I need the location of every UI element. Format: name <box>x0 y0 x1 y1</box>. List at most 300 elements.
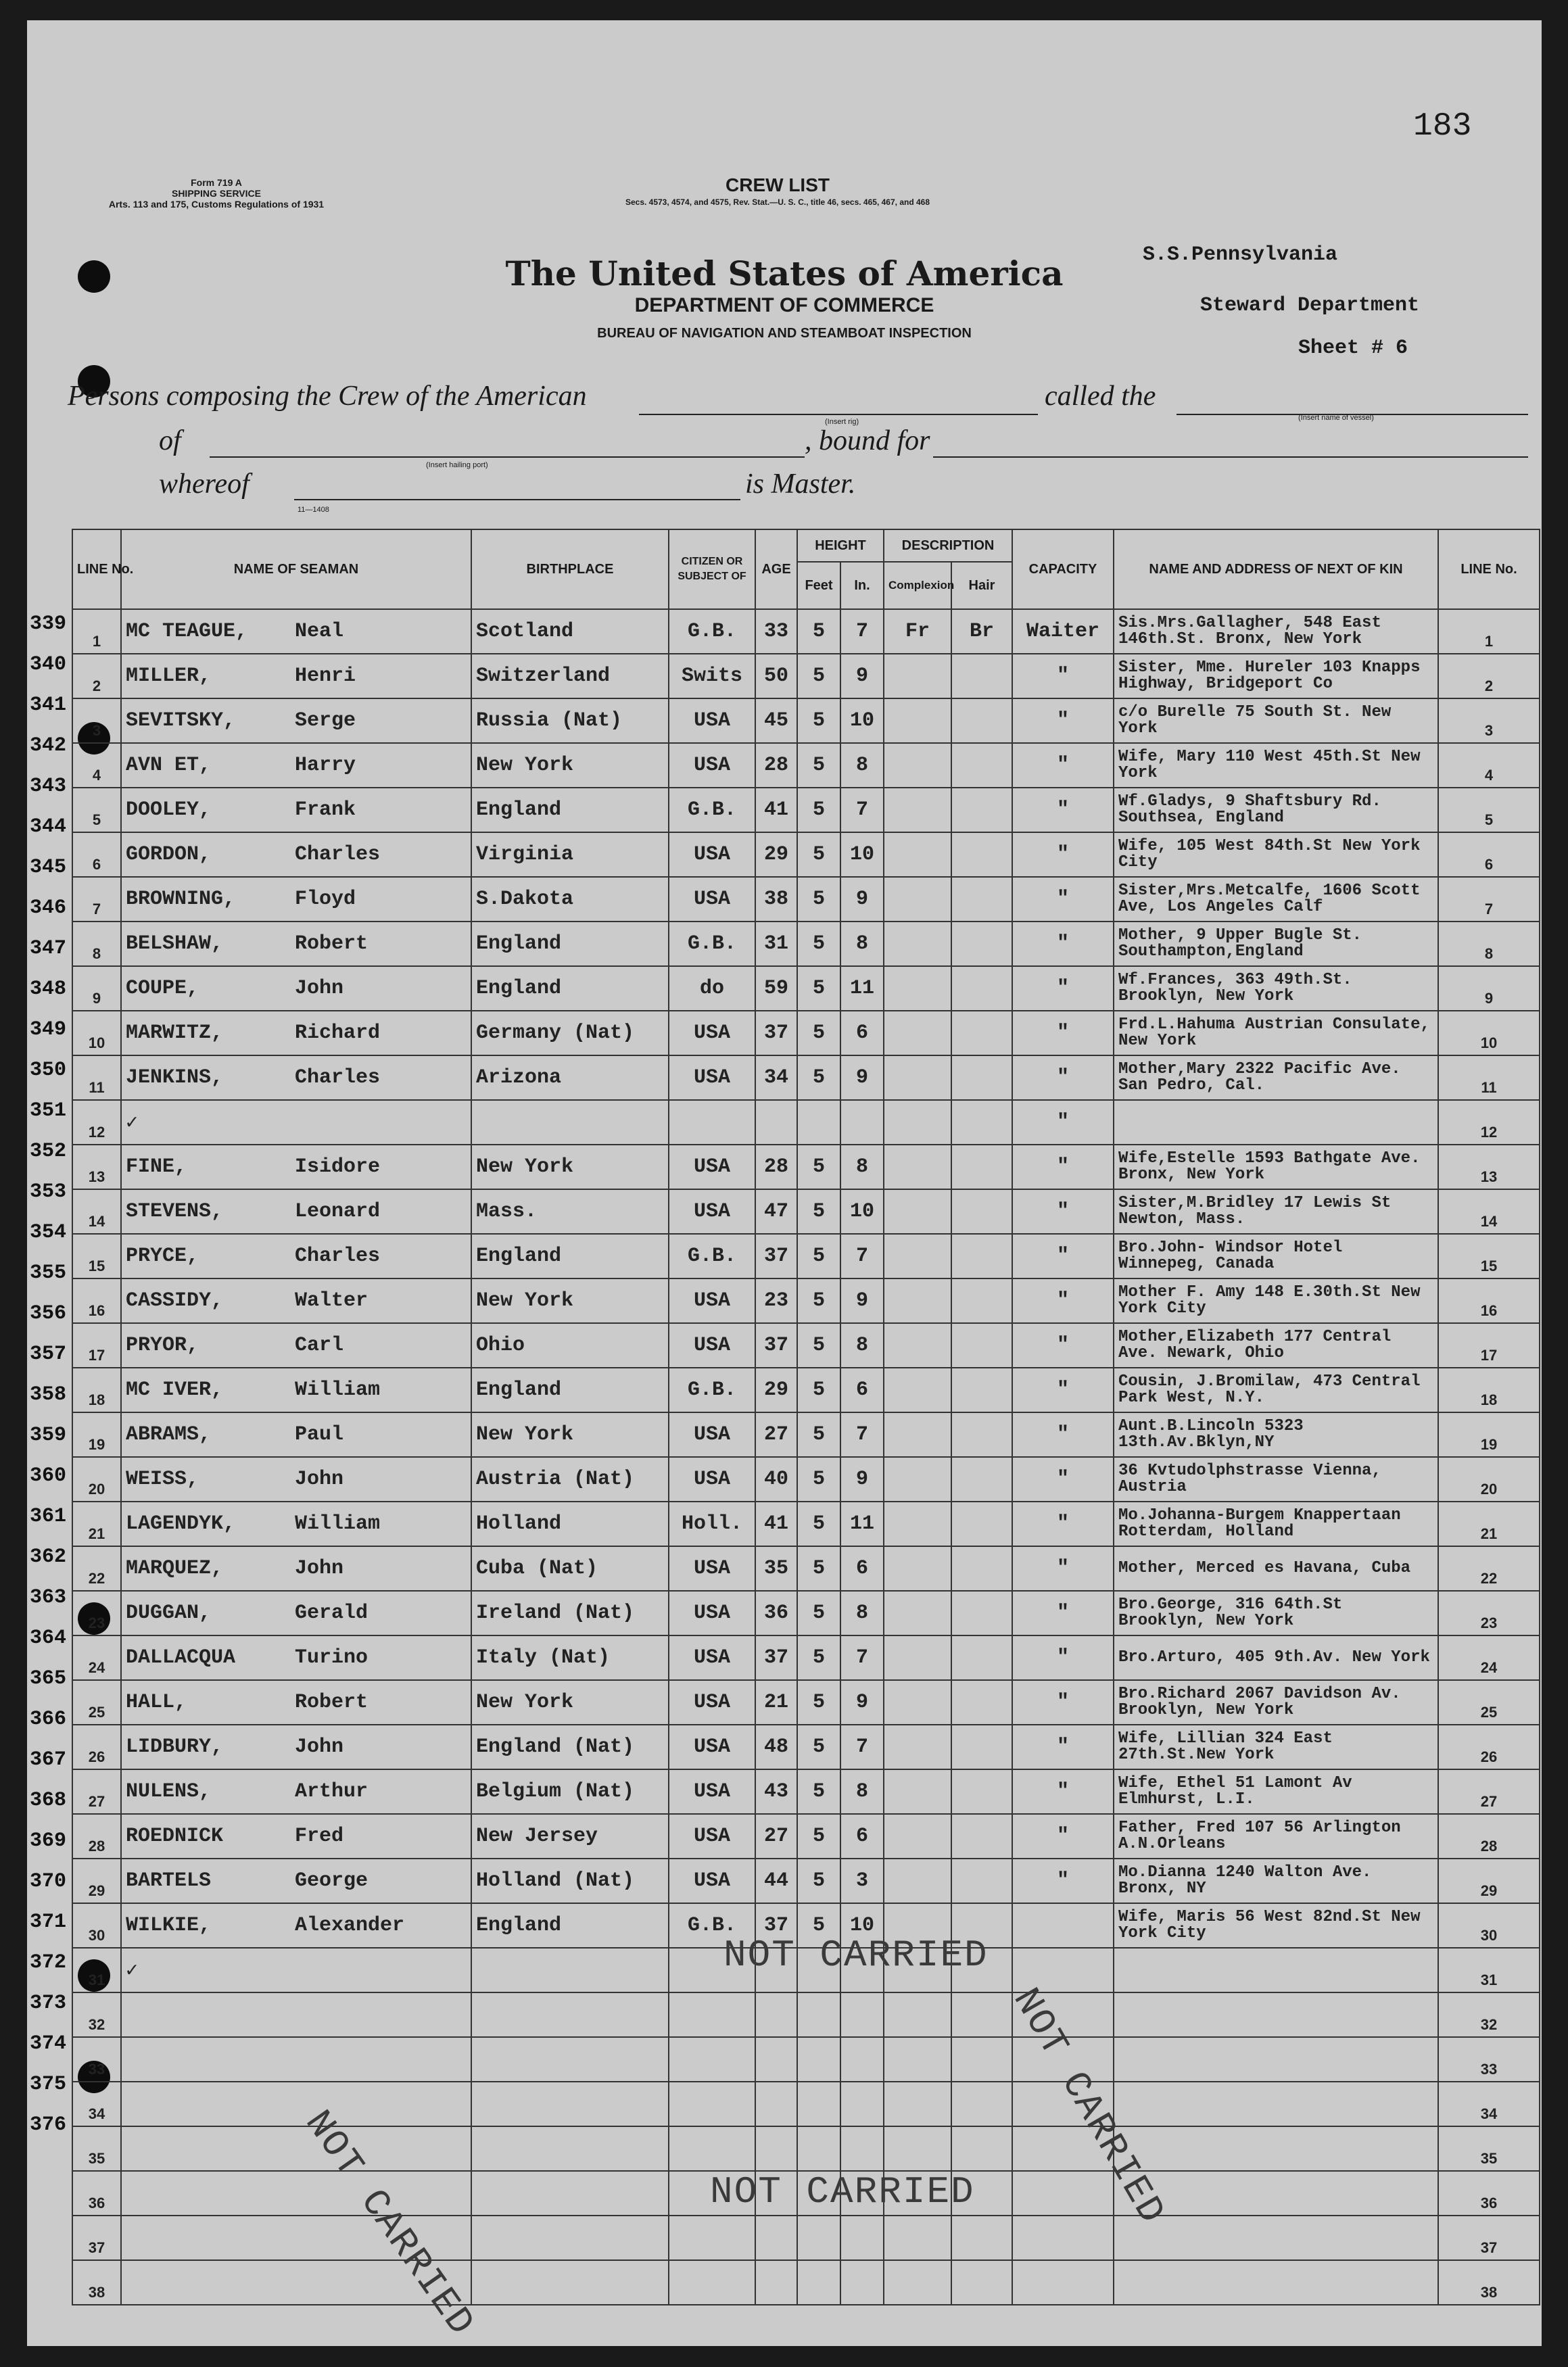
citizen-cell: USA <box>669 1457 755 1502</box>
seaman-given-name: Richard <box>295 1022 381 1045</box>
age-cell: 37 <box>755 1323 797 1368</box>
age-cell <box>755 2037 797 2082</box>
complexion-cell <box>884 1591 951 1635</box>
line-no-cell: 19 <box>72 1412 121 1457</box>
form-number: Form 719 A <box>191 177 242 188</box>
seaman-given-name: Robert <box>295 932 369 955</box>
inches-cell: 7 <box>840 609 884 654</box>
seaman-surname: BARTELS <box>126 1869 212 1892</box>
line-no-right-cell: 18 <box>1438 1368 1540 1412</box>
line-no-cell: 16 <box>72 1278 121 1323</box>
persons-label: Persons composing the Crew of the American <box>68 381 587 412</box>
line-no-cell: 37 <box>72 2216 121 2260</box>
inches-cell: 6 <box>840 1814 884 1859</box>
feet-cell <box>797 2082 840 2126</box>
seaman-given-name: Isidore <box>295 1155 381 1178</box>
citizen-cell: USA <box>669 1591 755 1635</box>
capacity-cell: " <box>1012 1680 1114 1725</box>
birthplace-cell: Italy (Nat) <box>471 1635 669 1680</box>
name-cell <box>121 1680 471 1725</box>
complexion-cell <box>884 2216 951 2260</box>
inches-cell: 8 <box>840 743 884 788</box>
col-description: DESCRIPTION <box>884 529 1012 562</box>
kin-cell: Wife, 105 West 84th.St New York City <box>1114 832 1438 877</box>
ledger-number: 348 <box>30 978 67 1001</box>
birthplace-cell <box>471 2171 669 2216</box>
line-no-cell: 30 <box>72 1903 121 1948</box>
vessel-name: S.S.Pennsylvania <box>1143 243 1338 266</box>
seaman-surname: ✓ <box>126 1959 139 1983</box>
of-label: of <box>159 425 181 456</box>
hair-cell <box>951 1814 1012 1859</box>
age-cell: 27 <box>755 1412 797 1457</box>
line-no-right-cell: 32 <box>1438 1992 1540 2037</box>
feet-cell: 5 <box>797 1055 840 1100</box>
kin-cell: Wf.Frances, 363 49th.St. Brooklyn, New York <box>1114 966 1438 1011</box>
capacity-cell <box>1012 1903 1114 1948</box>
citizen-cell: USA <box>669 1412 755 1457</box>
line-no-cell: 3 <box>72 698 121 743</box>
age-cell: 29 <box>755 1368 797 1412</box>
inches-cell <box>840 1100 884 1145</box>
ledger-number: 344 <box>30 815 67 838</box>
line-no-cell: 2 <box>72 654 121 698</box>
ledger-number: 345 <box>30 856 67 879</box>
line-no-right-cell: 11 <box>1438 1055 1540 1100</box>
name-cell <box>121 654 471 698</box>
name-cell <box>121 832 471 877</box>
inches-cell <box>840 2126 884 2171</box>
line-no-cell: 17 <box>72 1323 121 1368</box>
citizen-cell: USA <box>669 1189 755 1234</box>
inches-cell: 6 <box>840 1368 884 1412</box>
line-no-right-cell: 21 <box>1438 1502 1540 1546</box>
seaman-given-name: John <box>295 1468 344 1491</box>
hair-cell <box>951 1100 1012 1145</box>
hair-cell <box>951 1145 1012 1189</box>
capacity-cell <box>1012 1948 1114 1992</box>
age-cell: 34 <box>755 1055 797 1100</box>
seaman-surname: MARWITZ, <box>126 1022 224 1045</box>
age-cell: 21 <box>755 1680 797 1725</box>
inches-cell: 8 <box>840 1591 884 1635</box>
punch-hole <box>78 260 110 293</box>
age-cell: 35 <box>755 1546 797 1591</box>
line-no-cell: 24 <box>72 1635 121 1680</box>
table-row <box>72 743 1540 788</box>
ledger-number: 375 <box>30 2073 67 2096</box>
age-cell <box>755 2126 797 2171</box>
feet-cell: 5 <box>797 1680 840 1725</box>
kin-cell: Aunt.B.Lincoln 5323 13th.Av.Bklyn,NY <box>1114 1412 1438 1457</box>
line-no-right-cell: 27 <box>1438 1769 1540 1814</box>
kin-cell: Wf.Gladys, 9 Shaftsbury Rd. Southsea, England <box>1114 788 1438 832</box>
seaman-surname: MARQUEZ, <box>126 1557 224 1580</box>
inches-cell: 8 <box>840 1323 884 1368</box>
birthplace-cell: Arizona <box>471 1055 669 1100</box>
hair-cell <box>951 1234 1012 1278</box>
age-cell <box>755 1992 797 2037</box>
citizen-cell: Swits <box>669 654 755 698</box>
inches-cell: 7 <box>840 788 884 832</box>
seaman-surname: WEISS, <box>126 1468 199 1491</box>
seaman-surname: GORDON, <box>126 843 212 866</box>
name-cell <box>121 1234 471 1278</box>
form-service: SHIPPING SERVICE <box>171 188 261 199</box>
kin-cell <box>1114 1100 1438 1145</box>
col-name: NAME OF SEAMAN <box>121 529 471 609</box>
ledger-number: 355 <box>30 1262 67 1285</box>
sheet-number: Sheet # 6 <box>1298 337 1408 360</box>
insert-rig-note: (Insert rig) <box>825 418 859 426</box>
kin-cell: 36 Kvtudolphstrasse Vienna, Austria <box>1114 1457 1438 1502</box>
birthplace-cell: Ireland (Nat) <box>471 1591 669 1635</box>
line-no-cell: 14 <box>72 1189 121 1234</box>
inches-cell: 6 <box>840 1546 884 1591</box>
age-cell <box>755 1100 797 1145</box>
capacity-cell: " <box>1012 1278 1114 1323</box>
form-articles: Arts. 113 and 175, Customs Regulations of 1931 <box>108 199 325 210</box>
line-no-cell: 28 <box>72 1814 121 1859</box>
ledger-number: 372 <box>30 1951 67 1974</box>
capacity-cell: Waiter <box>1012 609 1114 654</box>
table-row <box>72 832 1540 877</box>
seaman-given-name: Robert <box>295 1691 369 1714</box>
complexion-cell <box>884 743 951 788</box>
inches-cell: 8 <box>840 922 884 966</box>
ledger-number: 340 <box>30 653 67 676</box>
complexion-cell <box>884 1189 951 1234</box>
capacity-cell: " <box>1012 1457 1114 1502</box>
inches-cell: 9 <box>840 1457 884 1502</box>
line-no-right-cell: 37 <box>1438 2216 1540 2260</box>
name-cell <box>121 1368 471 1412</box>
capacity-cell: " <box>1012 1145 1114 1189</box>
document-references: Secs. 4573, 4574, and 4575, Rev. Stat.—U. S. C., title 46, secs. 465, 467, and 468 <box>625 197 930 207</box>
birthplace-cell: New York <box>471 1680 669 1725</box>
crew-list-sheet <box>27 20 1542 2346</box>
name-cell <box>121 743 471 788</box>
crew-table <box>72 529 1540 2305</box>
table-row <box>72 698 1540 743</box>
feet-cell: 5 <box>797 1769 840 1814</box>
hair-cell <box>951 1323 1012 1368</box>
table-row <box>72 966 1540 1011</box>
feet-cell <box>797 2260 840 2305</box>
line-no-right-cell: 30 <box>1438 1903 1540 1948</box>
ledger-number: 376 <box>30 2113 67 2136</box>
line-no-right-cell: 34 <box>1438 2082 1540 2126</box>
line-no-right-cell: 16 <box>1438 1278 1540 1323</box>
ledger-number: 349 <box>30 1018 67 1041</box>
line-no-right-cell: 15 <box>1438 1234 1540 1278</box>
capacity-cell: " <box>1012 1189 1114 1234</box>
hair-cell <box>951 743 1012 788</box>
hair-cell <box>951 922 1012 966</box>
birthplace-cell: England <box>471 788 669 832</box>
complexion-cell <box>884 1546 951 1591</box>
ledger-number: 362 <box>30 1546 67 1569</box>
insert-port-note: (Insert hailing port) <box>426 461 488 469</box>
ledger-number: 368 <box>30 1789 67 1812</box>
citizen-cell: USA <box>669 1011 755 1055</box>
line-no-right-cell: 17 <box>1438 1323 1540 1368</box>
age-cell: 31 <box>755 922 797 966</box>
inches-cell: 11 <box>840 966 884 1011</box>
line-no-right-cell: 22 <box>1438 1546 1540 1591</box>
kin-cell <box>1114 2260 1438 2305</box>
seaman-surname: MC TEAGUE, <box>126 620 248 643</box>
citizen-cell: USA <box>669 1769 755 1814</box>
name-cell <box>121 877 471 922</box>
line-no-right-cell: 28 <box>1438 1814 1540 1859</box>
hair-cell <box>951 1635 1012 1680</box>
kin-cell <box>1114 2216 1438 2260</box>
table-row <box>72 1725 1540 1769</box>
citizen-cell: USA <box>669 698 755 743</box>
citizen-cell: USA <box>669 1323 755 1368</box>
citizen-cell: G.B. <box>669 922 755 966</box>
capacity-cell: " <box>1012 1546 1114 1591</box>
inches-cell <box>840 2082 884 2126</box>
kin-cell: Mo.Dianna 1240 Walton Ave. Bronx, NY <box>1114 1859 1438 1903</box>
kin-cell: Bro.Richard 2067 Davidson Av. Brooklyn, New York <box>1114 1680 1438 1725</box>
birthplace-cell: S.Dakota <box>471 877 669 922</box>
age-cell: 29 <box>755 832 797 877</box>
feet-cell: 5 <box>797 1814 840 1859</box>
line-no-right-cell: 24 <box>1438 1635 1540 1680</box>
name-cell <box>121 1457 471 1502</box>
feet-cell: 5 <box>797 1903 840 1948</box>
kin-cell: Sister,Mrs.Metcalfe, 1606 Scott Ave, Los Angeles Calf <box>1114 877 1438 922</box>
capacity-cell: " <box>1012 877 1114 922</box>
kin-cell <box>1114 1948 1438 1992</box>
seaman-given-name: Alexander <box>295 1914 405 1937</box>
ledger-number: 364 <box>30 1627 67 1650</box>
seaman-surname: MC IVER, <box>126 1379 224 1402</box>
table-row <box>72 1635 1540 1680</box>
age-cell: 48 <box>755 1725 797 1769</box>
seaman-given-name: George <box>295 1869 369 1892</box>
citizen-cell: USA <box>669 743 755 788</box>
name-cell <box>121 1814 471 1859</box>
age-cell: 37 <box>755 1234 797 1278</box>
inches-cell: 7 <box>840 1635 884 1680</box>
seaman-surname: BROWNING, <box>126 888 236 911</box>
kin-cell: Sister, Mme. Hureler 103 Knapps Highway, Bridgeport Co <box>1114 654 1438 698</box>
seaman-surname: MILLER, <box>126 665 212 688</box>
table-row <box>72 1145 1540 1189</box>
feet-cell: 5 <box>797 1011 840 1055</box>
ledger-number: 352 <box>30 1140 67 1163</box>
seaman-surname: DOOLEY, <box>126 798 212 821</box>
line-no-cell: 15 <box>72 1234 121 1278</box>
feet-cell: 5 <box>797 788 840 832</box>
seaman-given-name: Floyd <box>295 888 356 911</box>
birthplace-cell: England <box>471 1368 669 1412</box>
line-no-cell: 4 <box>72 743 121 788</box>
capacity-cell: " <box>1012 832 1114 877</box>
name-cell <box>121 609 471 654</box>
table-row <box>72 1055 1540 1100</box>
seaman-given-name: Gerald <box>295 1602 369 1625</box>
port-blank <box>210 456 805 458</box>
seaman-surname: PRYCE, <box>126 1245 199 1268</box>
line-no-cell: 12 <box>72 1100 121 1145</box>
complexion-cell <box>884 1457 951 1502</box>
ledger-number: 358 <box>30 1383 67 1406</box>
name-cell <box>121 2082 471 2126</box>
name-cell <box>121 966 471 1011</box>
complexion-cell <box>884 1635 951 1680</box>
seaman-given-name: Harry <box>295 754 356 777</box>
complexion-cell <box>884 1145 951 1189</box>
col-kin: NAME AND ADDRESS OF NEXT OF KIN <box>1114 529 1438 609</box>
hair-cell <box>951 654 1012 698</box>
inches-cell: 6 <box>840 1011 884 1055</box>
complexion-cell <box>884 966 951 1011</box>
capacity-cell: " <box>1012 743 1114 788</box>
is-master-label: is Master. <box>745 469 856 500</box>
hair-cell <box>951 1992 1012 2037</box>
kin-cell: Wife, Maris 56 West 82nd.St New York City <box>1114 1903 1438 1948</box>
table-row <box>72 1234 1540 1278</box>
seaman-surname: PRYOR, <box>126 1334 199 1357</box>
complexion-cell <box>884 2082 951 2126</box>
citizen-cell: G.B. <box>669 1234 755 1278</box>
feet-cell <box>797 2037 840 2082</box>
kin-cell: Wife,Estelle 1593 Bathgate Ave. Bronx, New York <box>1114 1145 1438 1189</box>
feet-cell: 5 <box>797 1546 840 1591</box>
ledger-number: 350 <box>30 1059 67 1082</box>
capacity-cell: " <box>1012 1055 1114 1100</box>
line-no-cell: 33 <box>72 2037 121 2082</box>
line-no-right-cell: 33 <box>1438 2037 1540 2082</box>
seaman-given-name: Frank <box>295 798 356 821</box>
table-row <box>72 2260 1540 2305</box>
seaman-surname: ROEDNICK <box>126 1825 224 1848</box>
hair-cell <box>951 2126 1012 2171</box>
table-row <box>72 877 1540 922</box>
line-no-right-cell: 29 <box>1438 1859 1540 1903</box>
complexion-cell <box>884 2260 951 2305</box>
capacity-cell: " <box>1012 1769 1114 1814</box>
complexion-cell <box>884 1323 951 1368</box>
feet-cell: 5 <box>797 1859 840 1903</box>
line-no-cell: 31 <box>72 1948 121 1992</box>
table-row <box>72 2126 1540 2171</box>
seaman-given-name: Walter <box>295 1289 369 1312</box>
feet-cell: 5 <box>797 1502 840 1546</box>
kin-cell: Frd.L.Hahuma Austrian Consulate, New York <box>1114 1011 1438 1055</box>
line-no-cell: 8 <box>72 922 121 966</box>
hair-cell <box>951 1189 1012 1234</box>
line-no-cell: 7 <box>72 877 121 922</box>
complexion-cell <box>884 1680 951 1725</box>
table-row <box>72 1680 1540 1725</box>
line-no-cell: 6 <box>72 832 121 877</box>
capacity-cell: " <box>1012 1859 1114 1903</box>
inches-cell: 9 <box>840 1278 884 1323</box>
inches-cell: 10 <box>840 832 884 877</box>
name-cell <box>121 1055 471 1100</box>
birthplace-cell: New York <box>471 743 669 788</box>
hair-cell <box>951 788 1012 832</box>
line-no-cell: 32 <box>72 1992 121 2037</box>
hair-cell <box>951 877 1012 922</box>
birthplace-cell: Holland (Nat) <box>471 1859 669 1903</box>
col-height: HEIGHT <box>797 529 884 562</box>
age-cell: 37 <box>755 1635 797 1680</box>
citizen-cell: USA <box>669 832 755 877</box>
insert-vessel-note: (Insert name of vessel) <box>1298 414 1374 422</box>
table-row <box>72 1412 1540 1457</box>
feet-cell: 5 <box>797 1278 840 1323</box>
destination-blank <box>933 456 1528 458</box>
table-row <box>72 922 1540 966</box>
line-no-cell: 5 <box>72 788 121 832</box>
age-cell: 41 <box>755 788 797 832</box>
table-row <box>72 1100 1540 1145</box>
kin-cell: Bro.Arturo, 405 9th.Av. New York <box>1114 1635 1438 1680</box>
feet-cell <box>797 1100 840 1145</box>
rig-blank <box>639 414 1038 415</box>
line-no-right-cell: 19 <box>1438 1412 1540 1457</box>
citizen-cell: USA <box>669 877 755 922</box>
birthplace-cell: Ohio <box>471 1323 669 1368</box>
line-no-cell: 18 <box>72 1368 121 1412</box>
name-cell <box>121 2126 471 2171</box>
table-row <box>72 1011 1540 1055</box>
birthplace-cell: Russia (Nat) <box>471 698 669 743</box>
seaman-given-name: William <box>295 1379 381 1402</box>
line-no-cell: 9 <box>72 966 121 1011</box>
ledger-number: 341 <box>30 694 67 717</box>
line-no-right-cell: 38 <box>1438 2260 1540 2305</box>
inches-cell <box>840 1992 884 2037</box>
name-cell <box>121 1011 471 1055</box>
hair-cell: Br <box>951 609 1012 654</box>
complexion-cell <box>884 1769 951 1814</box>
table-row <box>72 1502 1540 1546</box>
capacity-cell: " <box>1012 922 1114 966</box>
feet-cell: 5 <box>797 922 840 966</box>
citizen-cell: G.B. <box>669 1368 755 1412</box>
hair-cell <box>951 1546 1012 1591</box>
birthplace-cell: England (Nat) <box>471 1725 669 1769</box>
seaman-given-name: Charles <box>295 1066 381 1089</box>
seaman-surname: NULENS, <box>126 1780 212 1803</box>
birthplace-cell: England <box>471 922 669 966</box>
feet-cell <box>797 1992 840 2037</box>
birthplace-cell <box>471 2216 669 2260</box>
called-the-label: called the <box>1045 381 1156 412</box>
seaman-given-name: Turino <box>295 1646 369 1669</box>
seaman-surname: WILKIE, <box>126 1914 212 1937</box>
seaman-given-name: Paul <box>295 1423 344 1446</box>
name-cell <box>121 1635 471 1680</box>
ledger-number: 365 <box>30 1667 67 1690</box>
complexion-cell <box>884 1055 951 1100</box>
feet-cell: 5 <box>797 1145 840 1189</box>
birthplace-cell: England <box>471 1234 669 1278</box>
line-no-right-cell: 10 <box>1438 1011 1540 1055</box>
department-title: DEPARTMENT OF COMMERCE <box>634 294 934 316</box>
name-cell <box>121 1278 471 1323</box>
ledger-number: 370 <box>30 1870 67 1893</box>
seaman-surname: BELSHAW, <box>126 932 224 955</box>
hair-cell <box>951 832 1012 877</box>
